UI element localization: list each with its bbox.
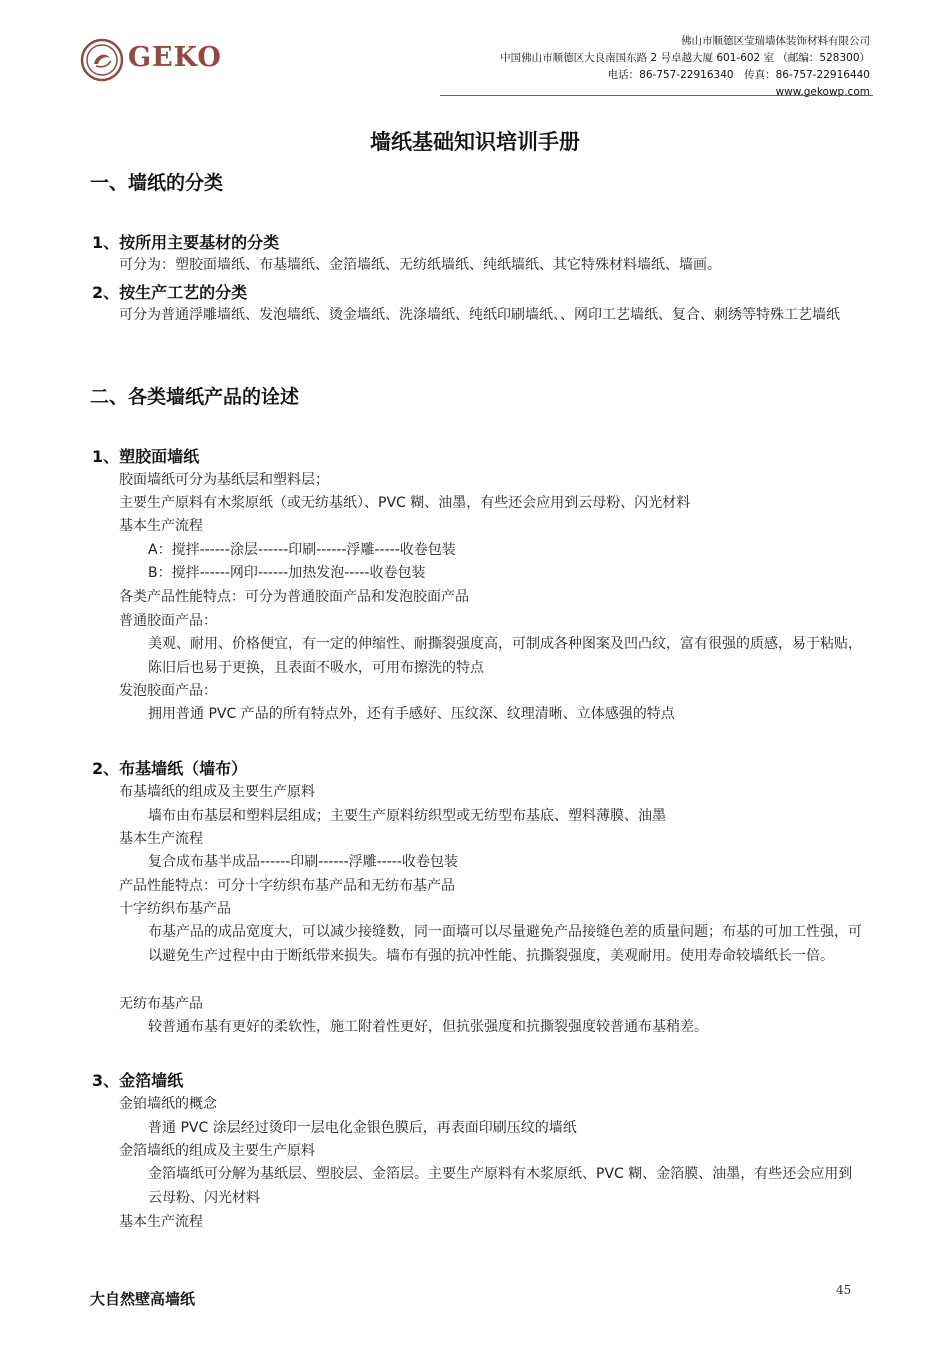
- paragraph: B：搅拌------网印------加热发泡-----收卷包装: [148, 565, 426, 581]
- brand-name: GEKO: [128, 42, 222, 73]
- paragraph: 可分为：塑胶面墙纸、布基墙纸、金箔墙纸、无纺纸墙纸、纯纸墙纸、其它特殊材料墙纸、墙画。: [119, 257, 721, 273]
- paragraph: 普通胶面产品：: [119, 613, 217, 629]
- company-website: www.gekowp.com: [775, 86, 870, 98]
- paragraph: 基本生产流程: [119, 831, 203, 847]
- paragraph: 墙布由布基层和塑料层组成；主要生产原料纺织型或无纺型布基底、塑料薄膜、油墨: [148, 808, 666, 824]
- header-divider: [440, 95, 873, 96]
- paragraph: 美观、耐用、价格便宜，有一定的伸缩性、耐撕裂强度高，可制成各种图案及凹凸纹，富有很强的质感，易于粘贴，陈旧后也易于更换，且表面不吸水，可用布擦洗的特点: [148, 636, 862, 676]
- company-phone-fax: 电话：86-757-22916340 传真：86-757-22916440: [607, 69, 870, 81]
- paragraph: 无纺布基产品: [119, 996, 203, 1012]
- paragraph: 普通 PVC 涂层经过烫印一层电化金银色膜后，再表面印刷压纹的墙纸: [148, 1120, 577, 1136]
- paragraph: 十字纺织布基产品: [119, 901, 231, 917]
- paragraph: 各类产品性能特点：可分为普通胶面产品和发泡胶面产品: [119, 589, 469, 605]
- footer-brand: 大自然壁高墙纸: [90, 1290, 196, 1308]
- paragraph: 主要生产原料有木浆原纸（或无纺基纸）、PVC 糊、油墨，有些还会应用到云母粉、闪光材料: [119, 495, 691, 511]
- subsection-heading: 1、按所用主要基材的分类: [92, 233, 280, 252]
- company-name: 佛山市顺德区莹瑞墙体装饰材料有限公司: [681, 35, 870, 47]
- paragraph: 可分为普通浮雕墙纸、发泡墙纸、烫金墙纸、洗涤墙纸、纯纸印刷墙纸、、网印工艺墙纸、复合、刺绣等特殊工艺墙纸: [119, 307, 840, 323]
- paragraph: A：搅拌------涂层------印刷------浮雕-----收卷包装: [148, 542, 456, 558]
- document-title: 墙纸基础知识培训手册: [370, 130, 580, 154]
- paragraph: 金箔墙纸的组成及主要生产原料: [119, 1143, 315, 1159]
- paragraph: 金铂墙纸的概念: [119, 1096, 217, 1112]
- paragraph: 发泡胶面产品：: [119, 683, 217, 699]
- paragraph: 产品性能特点：可分十字纺织布基产品和无纺布基产品: [119, 878, 455, 894]
- paragraph: 较普通布基有更好的柔软性，施工附着性更好，但抗张强度和抗撕裂强度较普通布基稍差。: [148, 1019, 708, 1035]
- paragraph: 布基墙纸的组成及主要生产原料: [119, 784, 315, 800]
- page-number: 45: [836, 1283, 852, 1297]
- section-heading-1: 一、墙纸的分类: [90, 172, 224, 194]
- logo-emblem-icon: [80, 38, 124, 82]
- paragraph: 基本生产流程: [119, 1214, 203, 1230]
- subsection-heading: 3、金箔墙纸: [92, 1071, 184, 1090]
- paragraph: 拥用普通 PVC 产品的所有特点外，还有手感好、压纹深、纹理清晰、立体感强的特点: [148, 706, 675, 722]
- paragraph: 布基产品的成品宽度大，可以减少接缝数，同一面墙可以尽量避免产品接缝色差的质量问题；布基的可加工性强，可以避免生产过程中由于断纸带来损失。墙布有强的抗冲性能、抗撕裂强度，美观耐用。使用寿命较墙纸长一倍。: [148, 924, 862, 964]
- paragraph: 胶面墙纸可分为基纸层和塑料层；: [119, 472, 329, 488]
- paragraph: 金箔墙纸可分解为基纸层、塑胶层、金箔层。主要生产原料有木浆原纸、PVC 糊、金箔膜、油墨，有些还会应用到云母粉、闪光材料: [148, 1166, 853, 1206]
- company-address: 中国佛山市顺德区大良南国东路 2 号卓越大厦 601-602 室 （邮编：528300）: [500, 52, 870, 64]
- company-info: [500, 33, 870, 101]
- section-heading-2: 二、各类墙纸产品的诠述: [90, 386, 300, 408]
- subsection-heading: 1、塑胶面墙纸: [92, 447, 200, 466]
- subsection-heading: 2、布基墙纸（墙布）: [92, 759, 248, 778]
- paragraph: 基本生产流程: [119, 518, 203, 534]
- paragraph: 复合成布基半成品------印刷------浮雕-----收卷包装: [148, 854, 458, 870]
- company-logo: [80, 38, 240, 84]
- subsection-heading: 2、按生产工艺的分类: [92, 283, 248, 302]
